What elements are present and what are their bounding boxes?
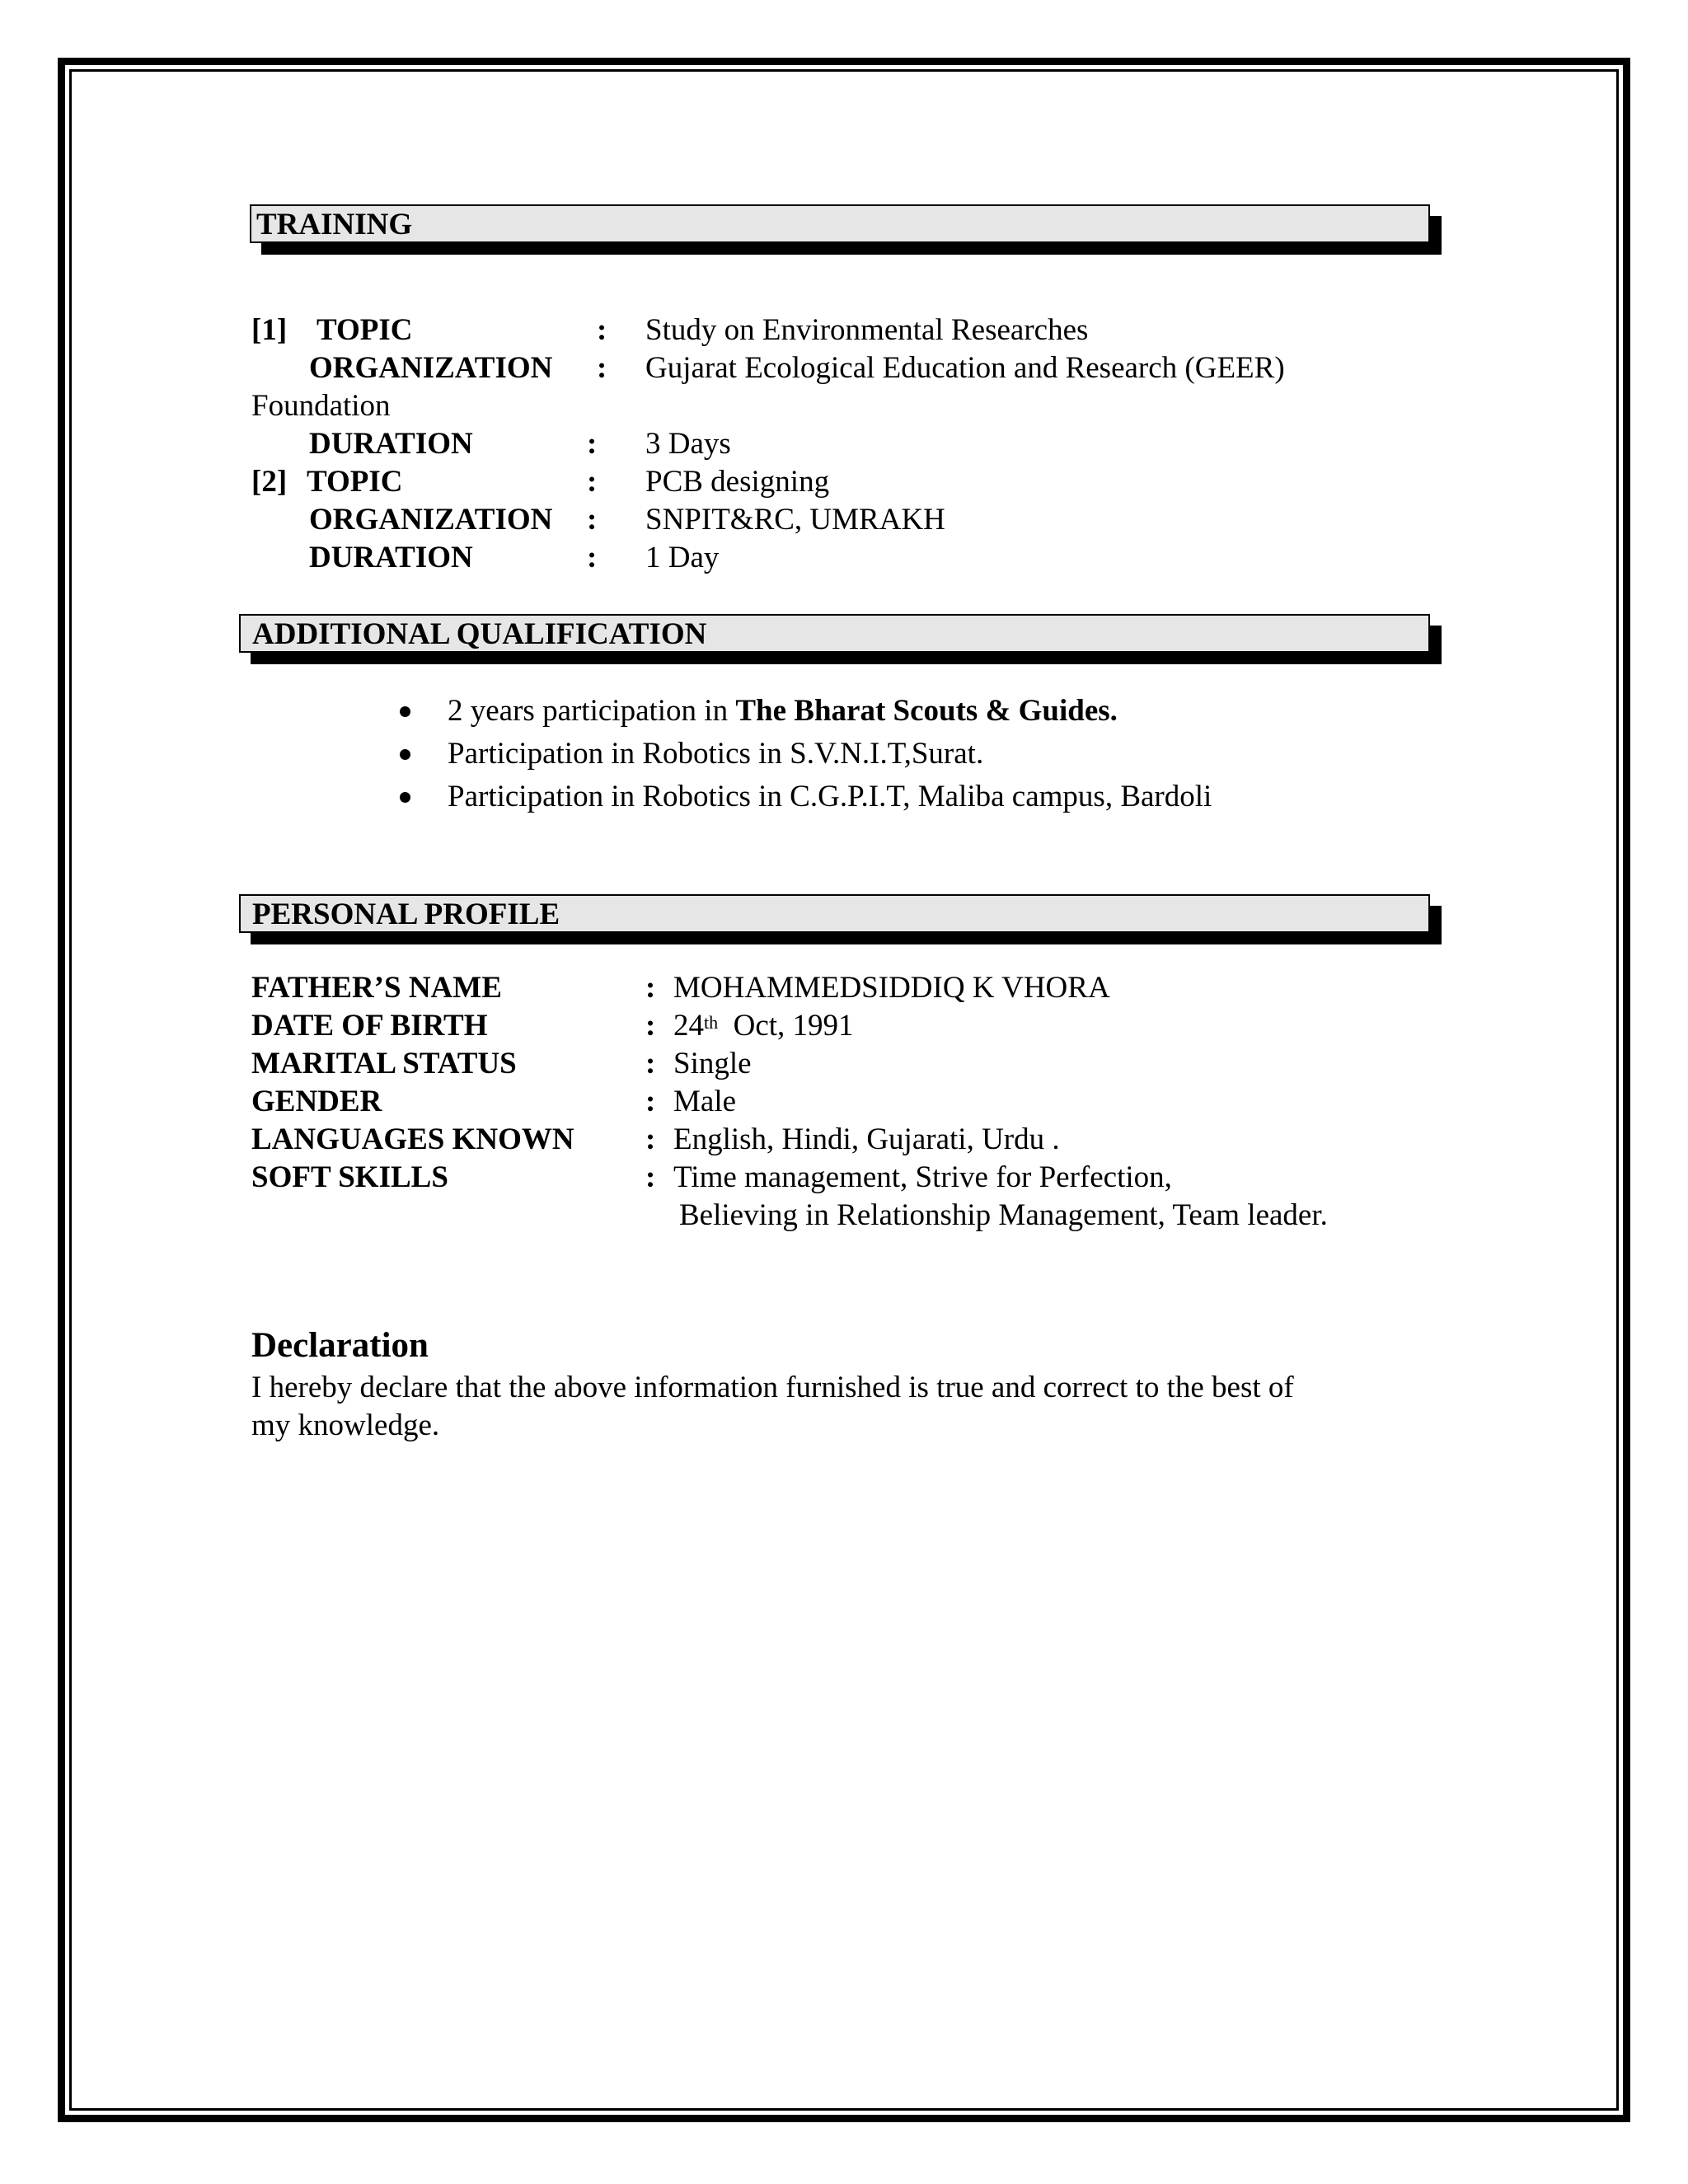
declaration-title: Declaration [251, 1326, 429, 1365]
organization-label: ORGANIZATION [309, 503, 553, 537]
date-of-birth-value: 24th Oct, 1991 [673, 1009, 854, 1043]
declaration-text-line2: my knowledge. [251, 1408, 440, 1442]
colon: : [597, 313, 607, 347]
gender-value: Male [673, 1085, 737, 1118]
fathers-name-label: FATHER’S NAME [251, 971, 502, 1005]
duration-label: DURATION [309, 541, 473, 574]
declaration-text-line1: I hereby declare that the above information furnished is true and correct to the best of [251, 1371, 1294, 1404]
organization-label: ORGANIZATION [309, 351, 553, 385]
languages-known-value: English, Hindi, Gujarati, Urdu . [673, 1122, 1060, 1156]
duration-label: DURATION [309, 427, 473, 461]
marital-status-label: MARITAL STATUS [251, 1047, 517, 1080]
languages-known-label: LANGUAGES KNOWN [251, 1122, 574, 1156]
personal-profile-header [239, 894, 1430, 933]
list-item-text: Participation in Robotics in C.G.P.I.T, Maliba campus, Bardoli [448, 780, 1212, 813]
date-of-birth-label: DATE OF BIRTH [251, 1009, 488, 1043]
organization-value-cont: Foundation [251, 389, 391, 423]
topic-label: TOPIC [307, 465, 403, 499]
fathers-name-value: MOHAMMEDSIDDIQ K VHORA [673, 971, 1110, 1005]
bullet-icon [400, 792, 410, 803]
organization-value: Gujarat Ecological Education and Research (GEER) [645, 351, 1285, 385]
topic-value: PCB designing [645, 465, 830, 499]
list-item-text: Participation in Robotics in S.V.N.I.T,Surat. [448, 737, 984, 771]
colon: : [645, 971, 656, 1005]
colon: : [587, 541, 598, 574]
duration-value: 3 Days [645, 427, 731, 461]
soft-skills-value-cont: Believing in Relationship Management, Team leader. [679, 1198, 1328, 1232]
training-heading: TRAINING [256, 208, 413, 241]
organization-value: SNPIT&RC, UMRAKH [645, 503, 945, 537]
gender-label: GENDER [251, 1085, 382, 1118]
colon: : [645, 1047, 656, 1080]
duration-value: 1 Day [645, 541, 720, 574]
soft-skills-label: SOFT SKILLS [251, 1160, 448, 1194]
bullet-icon [400, 749, 410, 760]
colon: : [645, 1085, 656, 1118]
colon: : [597, 351, 607, 385]
colon: : [645, 1122, 656, 1156]
colon: : [645, 1160, 656, 1194]
colon: : [587, 465, 598, 499]
marital-status-value: Single [673, 1047, 752, 1080]
bullet-icon [400, 706, 410, 717]
colon: : [587, 427, 598, 461]
additional-qualification-heading: ADDITIONAL QUALIFICATION [252, 617, 707, 651]
personal-profile-heading: PERSONAL PROFILE [252, 898, 560, 931]
additional-qualification-header [239, 614, 1430, 653]
training-item-index: [2] [251, 465, 288, 499]
list-item-emphasis: The Bharat Scouts & Guides. [735, 694, 1118, 728]
training-item-index: [1] [251, 313, 288, 347]
colon: : [645, 1009, 656, 1043]
topic-value: Study on Environmental Researches [645, 313, 1089, 347]
colon: : [587, 503, 598, 537]
training-header [250, 204, 1430, 243]
topic-label: TOPIC [316, 313, 413, 347]
soft-skills-value: Time management, Strive for Perfection, [673, 1160, 1172, 1194]
list-item-text: 2 years participation in [448, 694, 736, 728]
